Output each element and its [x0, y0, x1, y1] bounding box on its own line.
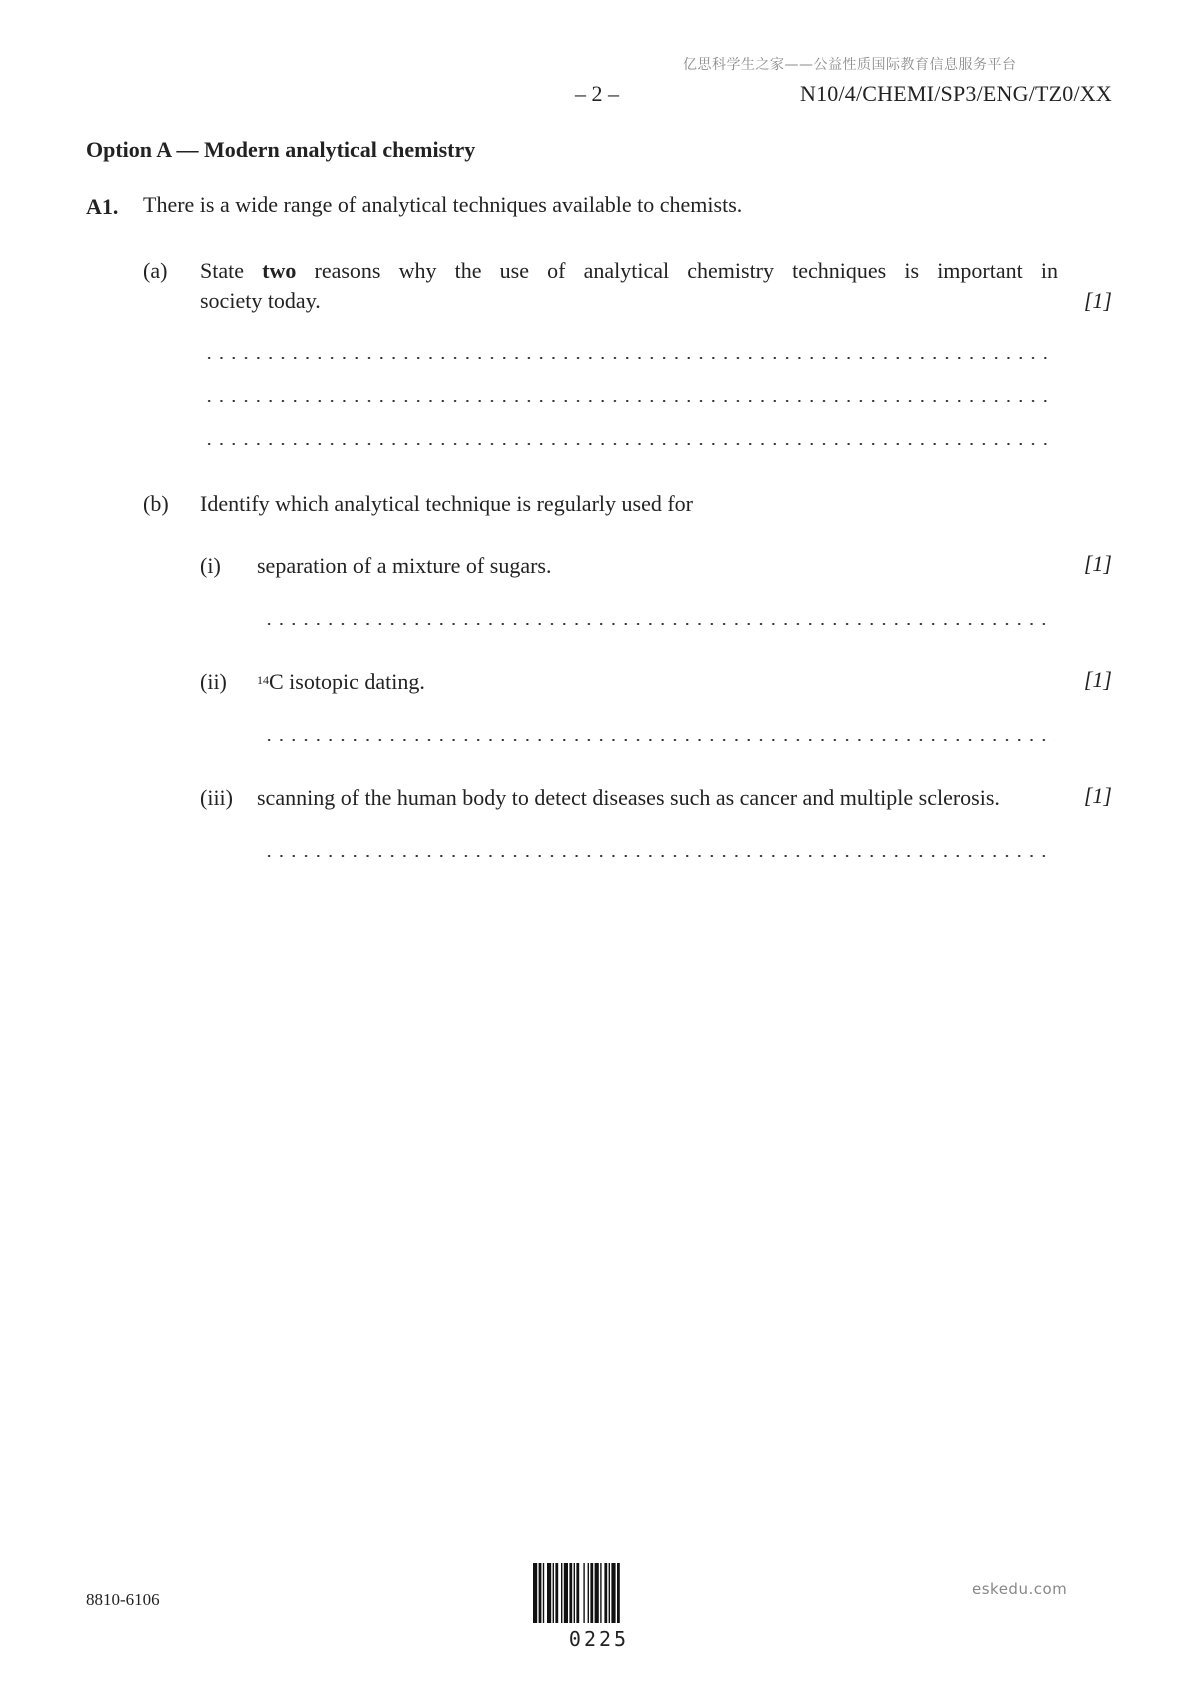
section-title: Option A — Modern analytical chemistry — [86, 137, 476, 162]
part-a-emphasis: two — [262, 258, 297, 283]
answer-line[interactable] — [203, 357, 1055, 359]
question-stem: There is a wide range of analytical techniques available to chemists. — [143, 192, 743, 217]
part-b-iii-marks: [1] — [1083, 783, 1112, 808]
answer-line[interactable] — [203, 400, 1055, 402]
part-b-iii-label: (iii) — [200, 785, 233, 810]
answer-line[interactable] — [263, 623, 1055, 625]
question-number: A1. — [86, 194, 119, 219]
answer-line[interactable] — [263, 739, 1055, 741]
answer-line[interactable] — [203, 443, 1055, 445]
part-b-i-label: (i) — [200, 553, 221, 578]
part-b-label: (b) — [143, 491, 169, 516]
isotope-superscript: 14 — [257, 673, 269, 687]
part-b-text: Identify which analytical technique is regularly used for — [200, 491, 693, 516]
watermark-text: 亿思科学生之家——公益性质国际教育信息服务平台 — [683, 57, 1017, 73]
part-a-label: (a) — [143, 258, 168, 283]
barcode-icon — [533, 1563, 665, 1623]
document-code: N10/4/CHEMI/SP3/ENG/TZ0/XX — [800, 81, 1112, 106]
site-watermark: eskedu.com — [972, 1580, 1068, 1598]
page-number: – 2 – — [575, 81, 619, 106]
barcode-number: 0225 — [568, 1627, 630, 1651]
part-b-ii-marks: [1] — [1083, 667, 1112, 692]
part-a-text-line2: society today. — [200, 288, 321, 313]
part-b-i-text: separation of a mixture of sugars. — [257, 553, 552, 578]
part-b-i-marks: [1] — [1083, 551, 1112, 576]
part-b-ii-text: $^{14}$C isotopic dating. — [257, 669, 425, 694]
footer-code: 8810-6106 — [86, 1590, 160, 1609]
part-b-iii-text: scanning of the human body to detect diseases such as cancer and multiple sclerosis. — [257, 785, 1000, 810]
answer-line[interactable] — [263, 855, 1055, 857]
part-b-ii-label: (ii) — [200, 669, 227, 694]
part-a-marks: [1] — [1083, 288, 1112, 313]
part-a-text-line1: State two reasons why the use of analytical chemistry techniques is important in — [200, 258, 1058, 283]
